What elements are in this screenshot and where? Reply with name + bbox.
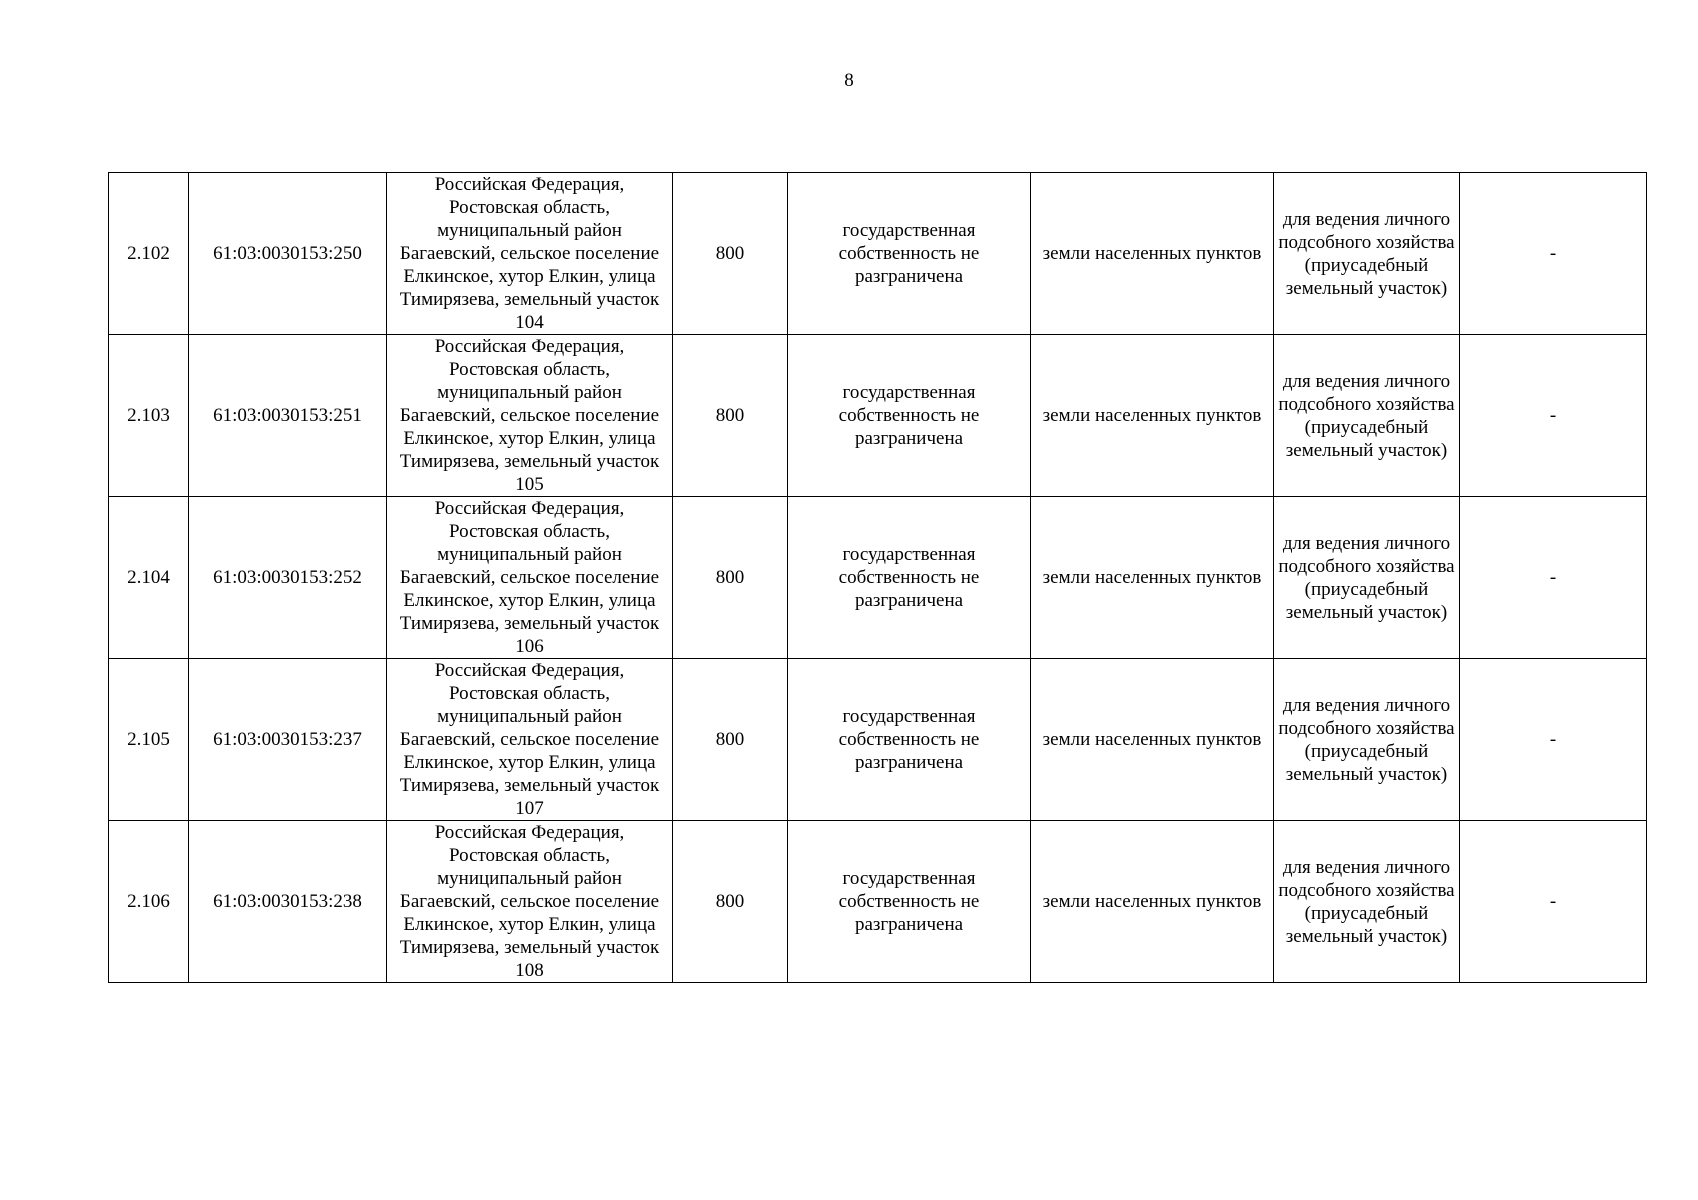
permitted-use: для ведения личного подсобного хозяйства (приусадебный земельный участок) bbox=[1274, 497, 1460, 659]
encumbrance: - bbox=[1460, 497, 1647, 659]
table-row bbox=[109, 335, 1647, 497]
plot-area: 800 bbox=[673, 821, 788, 983]
row-number: 2.105 bbox=[109, 659, 189, 821]
plot-area: 800 bbox=[673, 173, 788, 335]
permitted-use: для ведения личного подсобного хозяйства (приусадебный земельный участок) bbox=[1274, 335, 1460, 497]
permitted-use: для ведения личного подсобного хозяйства (приусадебный земельный участок) bbox=[1274, 821, 1460, 983]
ownership-form: государственная собственность не разграничена bbox=[788, 335, 1031, 497]
plot-address: Российская Федерация, Ростовская область, муниципальный район Багаевский, сельское поселение Елкинское, хутор Елкин, улица Тимирязева, земельный участок 104 bbox=[387, 173, 673, 335]
permitted-use: для ведения личного подсобного хозяйства (приусадебный земельный участок) bbox=[1274, 659, 1460, 821]
cadastral-number: 61:03:0030153:250 bbox=[189, 173, 387, 335]
ownership-form: государственная собственность не разграничена bbox=[788, 173, 1031, 335]
table-row bbox=[109, 821, 1647, 983]
land-category: земли населенных пунктов bbox=[1031, 821, 1274, 983]
plot-address: Российская Федерация, Ростовская область, муниципальный район Багаевский, сельское поселение Елкинское, хутор Елкин, улица Тимирязева, земельный участок 105 bbox=[387, 335, 673, 497]
encumbrance: - bbox=[1460, 821, 1647, 983]
table-row bbox=[109, 173, 1647, 335]
ownership-form: государственная собственность не разграничена bbox=[788, 497, 1031, 659]
row-number: 2.104 bbox=[109, 497, 189, 659]
row-number: 2.106 bbox=[109, 821, 189, 983]
plot-area: 800 bbox=[673, 659, 788, 821]
permitted-use: для ведения личного подсобного хозяйства (приусадебный земельный участок) bbox=[1274, 173, 1460, 335]
plot-area: 800 bbox=[673, 497, 788, 659]
table-row bbox=[109, 659, 1647, 821]
cadastral-number: 61:03:0030153:251 bbox=[189, 335, 387, 497]
land-plots-table bbox=[108, 172, 1647, 983]
plot-area: 800 bbox=[673, 335, 788, 497]
ownership-form: государственная собственность не разграничена bbox=[788, 659, 1031, 821]
page-number: 8 bbox=[844, 70, 854, 91]
row-number: 2.102 bbox=[109, 173, 189, 335]
ownership-form: государственная собственность не разграничена bbox=[788, 821, 1031, 983]
cadastral-number: 61:03:0030153:252 bbox=[189, 497, 387, 659]
land-category: земли населенных пунктов bbox=[1031, 335, 1274, 497]
encumbrance: - bbox=[1460, 173, 1647, 335]
encumbrance: - bbox=[1460, 335, 1647, 497]
plot-address: Российская Федерация, Ростовская область, муниципальный район Багаевский, сельское поселение Елкинское, хутор Елкин, улица Тимирязева, земельный участок 106 bbox=[387, 497, 673, 659]
row-number: 2.103 bbox=[109, 335, 189, 497]
land-category: земли населенных пунктов bbox=[1031, 173, 1274, 335]
encumbrance: - bbox=[1460, 659, 1647, 821]
cadastral-number: 61:03:0030153:238 bbox=[189, 821, 387, 983]
land-category: земли населенных пунктов bbox=[1031, 497, 1274, 659]
plot-address: Российская Федерация, Ростовская область, муниципальный район Багаевский, сельское поселение Елкинское, хутор Елкин, улица Тимирязева, земельный участок 107 bbox=[387, 659, 673, 821]
cadastral-number: 61:03:0030153:237 bbox=[189, 659, 387, 821]
table-row bbox=[109, 497, 1647, 659]
land-category: земли населенных пунктов bbox=[1031, 659, 1274, 821]
plot-address: Российская Федерация, Ростовская область, муниципальный район Багаевский, сельское поселение Елкинское, хутор Елкин, улица Тимирязева, земельный участок 108 bbox=[387, 821, 673, 983]
